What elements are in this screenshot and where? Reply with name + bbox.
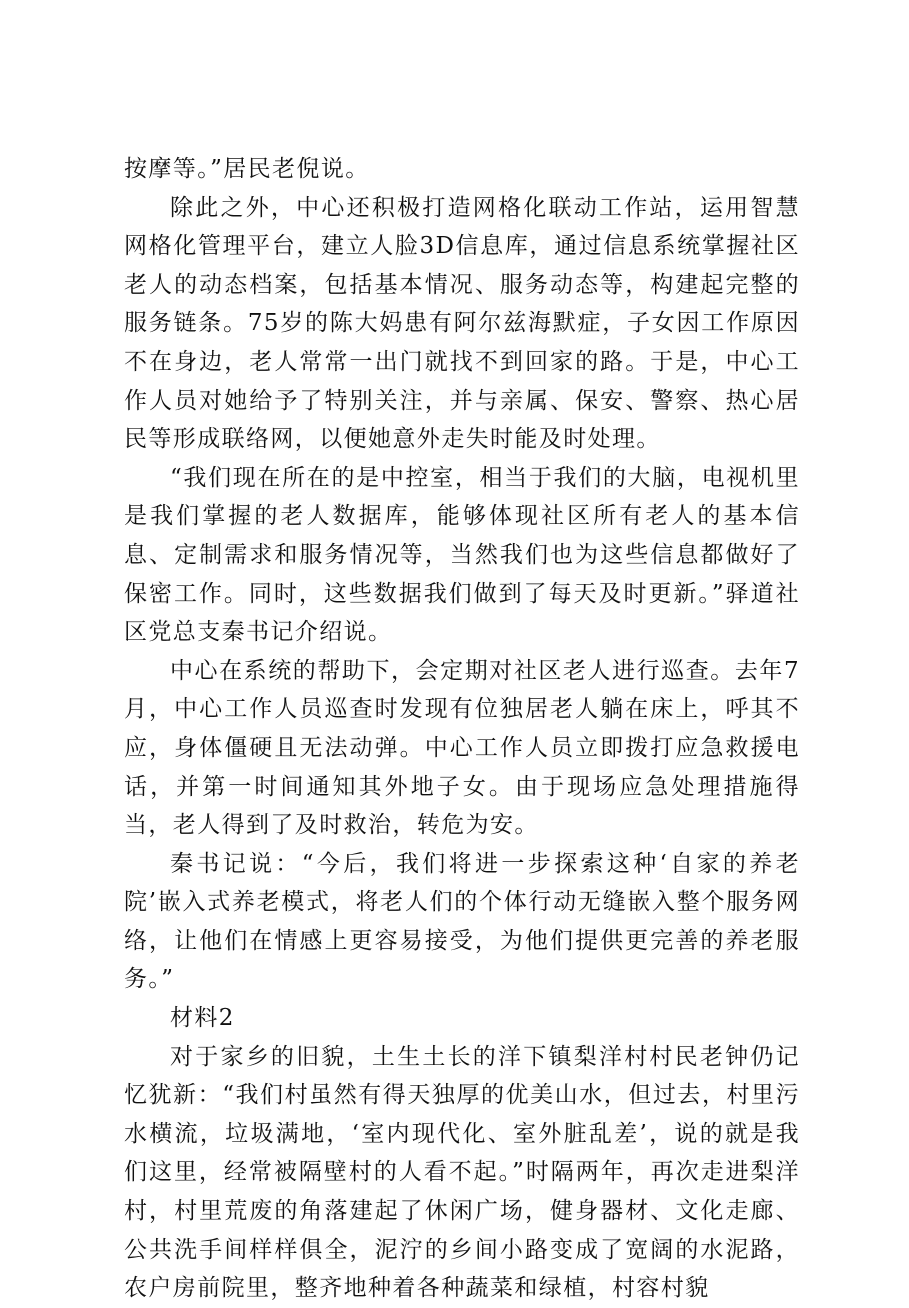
- paragraph-4: 中心在系统的帮助下，会定期对社区老人进行巡查。去年7月，中心工作人员巡查时发现有位独居老人躺在床上，呼其不应，身体僵硬且无法动弹。中心工作人员立即拨打应急救援电话，并第一时间通知其外地子女。由于现场应急处理措施得当，老人得到了及时救治，转危为安。: [124, 657, 800, 839]
- paragraph-5: 秦书记说：“今后，我们将进一步探索这种‘自家的养老院’嵌入式养老模式，将老人们的个体行动无缝嵌入整个服务网络，让他们在情感上更容易接受，为他们提供更完善的养老服务。”: [124, 850, 800, 993]
- paragraph-1: 按摩等。”居民老倪说。: [124, 156, 370, 182]
- paragraph-6: 对于家乡的旧貌，土生土长的洋下镇梨洋村村民老钟仍记忆犹新：“我们村虽然有得天独厚的优美山水，但过去，村里污水横流，垃圾满地，‘室内现代化、室外脏乱差’，说的就是我们这里，经常被隔壁村的人看不起。”时隔两年，再次走进梨洋村，村里荒废的角落建起了休闲广场，健身器材、文化走廊、公共洗手间样样俱全，泥泞的乡间小路变成了宽阔的水泥路，农户房前院里，整齐地种着各种蔬菜和绿植，村容村貌: [124, 1043, 800, 1302]
- paragraph-3: “我们现在所在的是中控室，相当于我们的大脑，电视机里是我们掌握的老人数据库，能够体现社区所有老人的基本信息、定制需求和服务情况等，当然我们也为这些信息都做好了保密工作。同时，这些数据我们做到了每天及时更新。”驿道社区党总支秦书记介绍说。: [124, 464, 800, 646]
- paragraph-2: 除此之外，中心还积极打造网格化联动工作站，运用智慧网格化管理平台，建立人脸3D信息库，通过信息系统掌握社区老人的动态档案，包括基本情况、服务动态等，构建起完整的服务链条。75岁的陈大妈患有阿尔兹海默症，子女因工作原因不在身边，老人常常一出门就找不到回家的路。于是，中心工作人员对她给予了特别关注，并与亲属、保安、警察、热心居民等形成联络网，以便她意外走失时能及时处理。: [124, 194, 800, 453]
- section-heading: 材料2: [170, 1005, 235, 1032]
- body-text: [124, 150, 800, 1308]
